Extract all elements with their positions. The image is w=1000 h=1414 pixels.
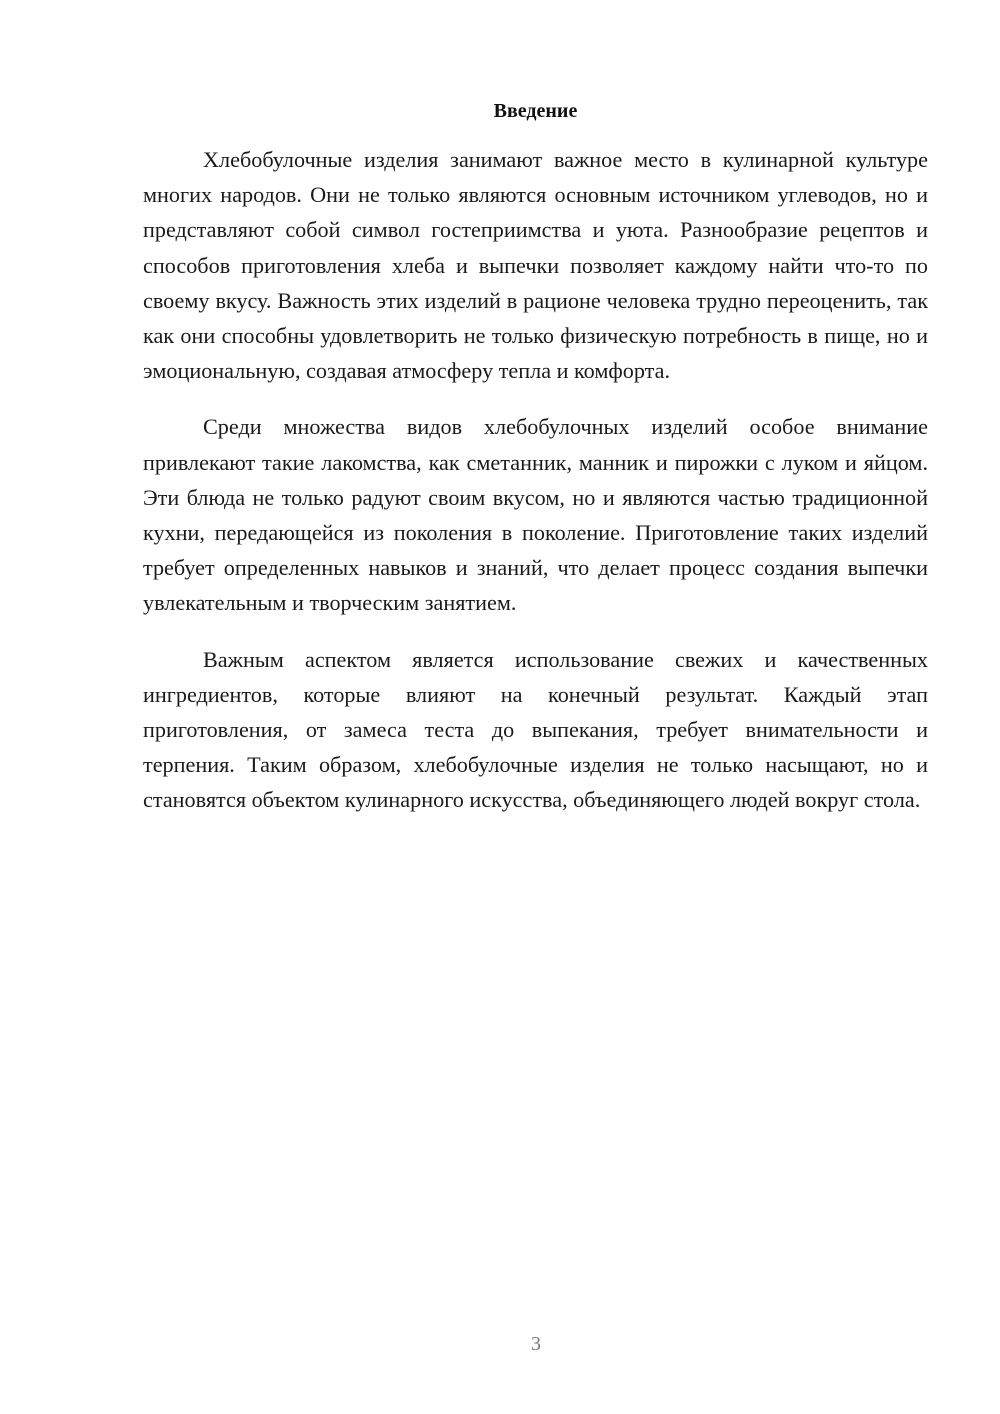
section-title: Введение	[493, 100, 578, 122]
paragraph-2: Среди множества видов хлебобулочных изделий особое внимание привлекают такие лакомства, как сметанник, манник и пирожки с луком и яйцом. Эти блюда не только радуют своим вкусом, но и являются частью традиционной кухни, передающейся из поколения в поколение. Приготовление таких изделий требует определенных навыков и знаний, что делает процесс создания выпечки увлекательным и творческим занятием.	[143, 414, 928, 616]
page-content	[143, 96, 928, 839]
page-number: 3	[531, 1333, 541, 1355]
paragraph-1: Хлебобулочные изделия занимают важное место в кулинарной культуре многих народов. Они не только являются основным источником углеводов, но и представляют собой символ гостеприимства и уюта. Разнообразие рецептов и способов приготовления хлеба и выпечки позволяет каждому найти что-то по своему вкусу. Важность этих изделий в рационе человека трудно переоценить, так как они способны удовлетворить не только физическую потребность в пище, но и эмоциональную, создавая атмосферу тепла и комфорта.	[143, 147, 928, 384]
paragraph-3: Важным аспектом является использование свежих и качественных ингредиентов, которые влияют на конечный результат. Каждый этап приготовления, от замеса теста до выпекания, требует внимательности и терпения. Таким образом, хлебобулочные изделия не только насыщают, но и становятся объектом кулинарного искусства, объединяющего людей вокруг стола.	[143, 646, 928, 813]
